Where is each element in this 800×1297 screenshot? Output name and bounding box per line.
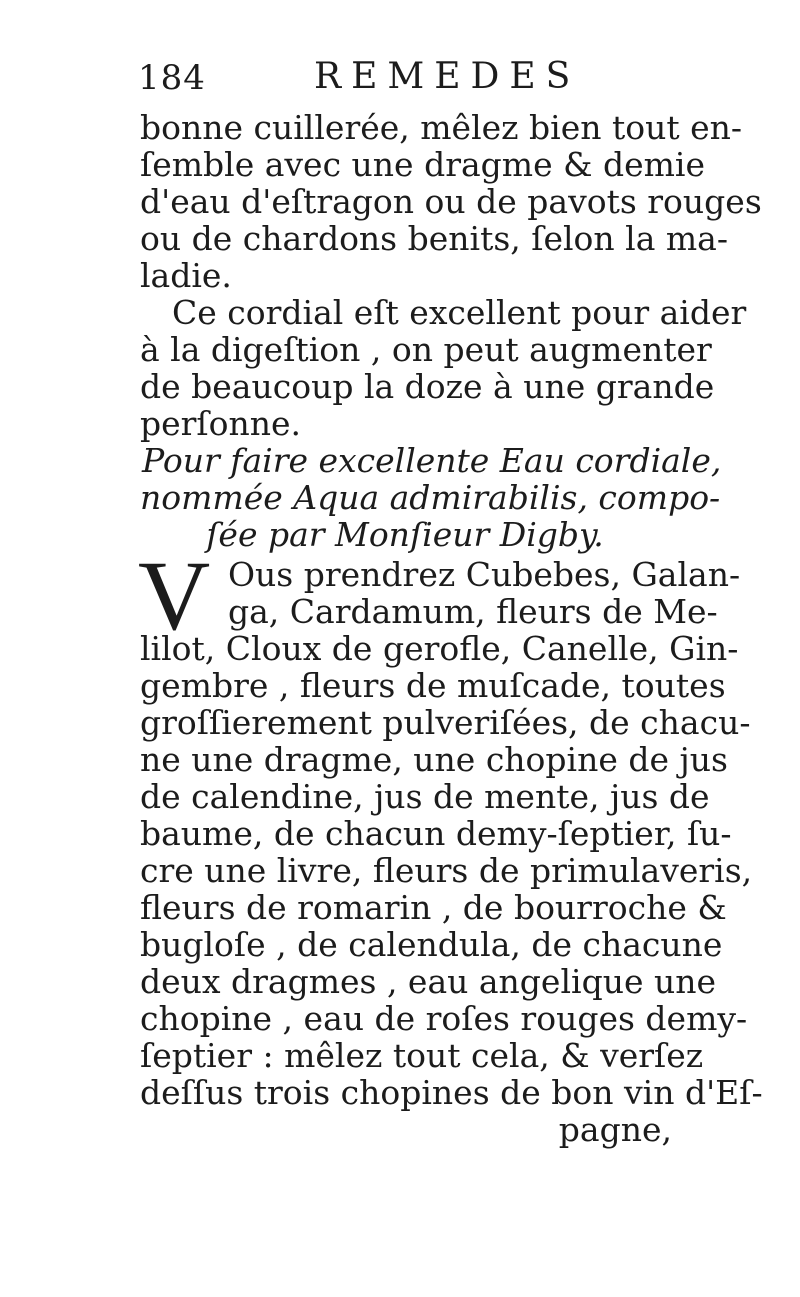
- text-line: à la digeſtion , on peut augmenter: [140, 330, 712, 369]
- text-line: d'eau d'eſtragon ou de pavots rouges: [140, 182, 762, 221]
- page-header: [138, 52, 678, 106]
- text-line: perſonne.: [140, 404, 302, 443]
- text-line: fleurs de romarin , de bourroche &: [140, 888, 727, 927]
- text-line: lilot, Cloux de gerofle, Canelle, Gin-: [140, 629, 739, 668]
- recipe-heading-line: ſée par Monſieur Digby.: [206, 515, 604, 554]
- text-line: de calendine, jus de mente, jus de: [140, 777, 710, 816]
- text-line: groſſierement pulveriſées, de chacu-: [140, 703, 751, 742]
- recipe-heading-line: nommée Aqua admirabilis, compo-: [140, 478, 721, 517]
- text-line: ga, Cardamum, fleurs de Me-: [228, 592, 718, 631]
- text-line: cre une livre, fleurs de primulaveris,: [140, 851, 753, 890]
- text-line: ſemble avec une dragme & demie: [140, 145, 705, 184]
- text-line: deſſus trois chopines de bon vin d'Eſ-: [140, 1073, 763, 1112]
- catchword: pagne,: [558, 1110, 672, 1149]
- text-line: baume, de chacun demy-ſeptier, ſu-: [140, 814, 732, 853]
- page-number: 184: [138, 58, 206, 98]
- text-line: deux dragmes , eau angelique une: [140, 962, 717, 1001]
- text-line: Ous prendrez Cubebes, Galan-: [228, 555, 741, 594]
- text-line: ladie.: [140, 256, 232, 295]
- text-line: gembre , fleurs de muſcade, toutes: [140, 666, 726, 705]
- text-line: ſeptier : mêlez tout cela, & verſez: [140, 1036, 704, 1075]
- drop-cap: V: [138, 540, 211, 651]
- text-line: de beaucoup la doze à une grande: [140, 367, 715, 406]
- text-line: Ce cordial eſt excellent pour aider: [172, 293, 747, 332]
- text-line: bonne cuillerée, mêlez bien tout en-: [140, 108, 743, 147]
- text-line: bugloſe , de calendula, de chacune: [140, 925, 723, 964]
- recipe-heading-line: Pour faire excellente Eau cordiale,: [142, 441, 722, 480]
- text-line: ne une dragme, une chopine de jus: [140, 740, 728, 779]
- text-line: ou de chardons benits, ſelon la ma-: [140, 219, 728, 258]
- running-title: REMEDES: [314, 56, 581, 97]
- text-line: chopine , eau de roſes rouges demy-: [140, 999, 748, 1038]
